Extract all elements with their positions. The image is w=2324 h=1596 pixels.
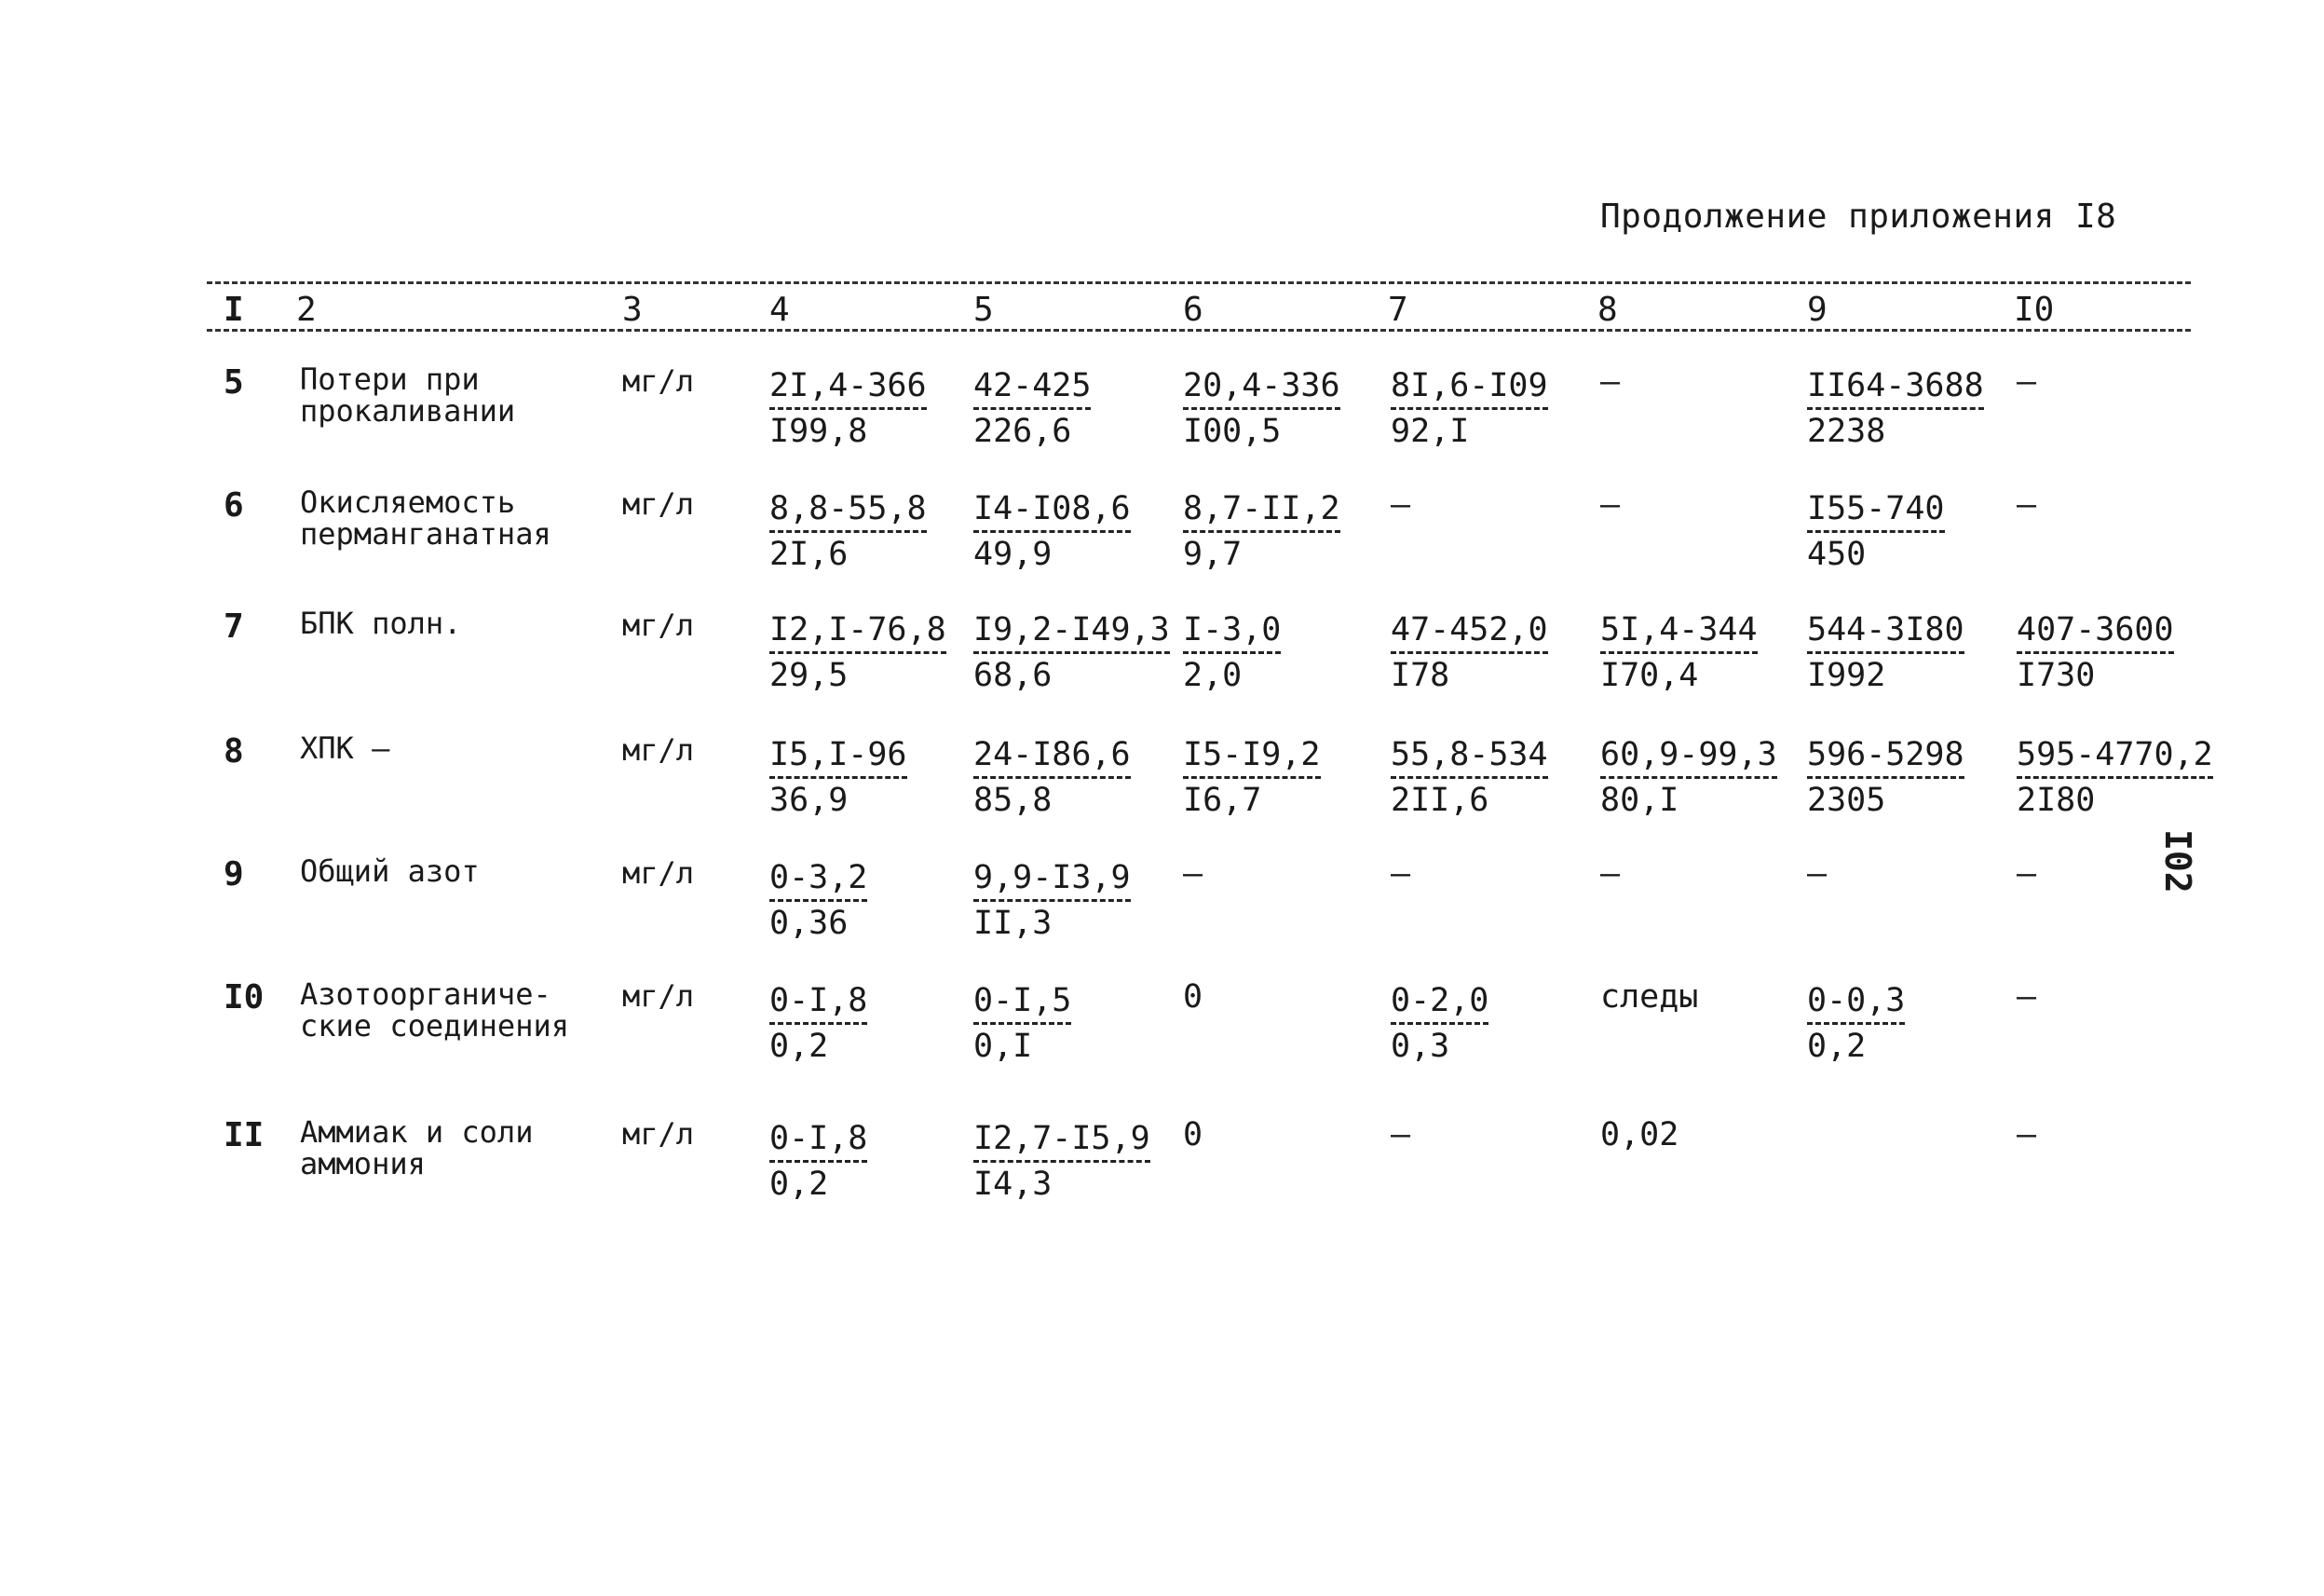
table-row (0, 1116, 2324, 1228)
value-fraction (769, 607, 946, 697)
value-mean: 0,36 (769, 905, 849, 942)
indicator-name-line: перманганатная (300, 516, 551, 552)
value-fraction (769, 732, 907, 822)
value-range: I5-I9,2 (1183, 735, 1321, 779)
value-range: I4-I08,6 (973, 489, 1131, 533)
value-range: 544-3I80 (1807, 610, 1964, 654)
value-mean: I4,3 (973, 1166, 1053, 1203)
value-mean: 2I,6 (769, 536, 849, 573)
value-fraction (973, 1116, 1150, 1206)
column-header: I0 (2014, 291, 2055, 329)
unit: мг/л (622, 607, 695, 643)
value-range: 55,8-534 (1391, 735, 1548, 779)
value-mean: 2,0 (1183, 657, 1243, 694)
row-number: II (224, 1116, 265, 1154)
value-cell: – (2017, 1116, 2037, 1153)
value-range: 8I,6-I09 (1391, 366, 1548, 410)
column-header-row (0, 291, 2324, 328)
value-fraction (1183, 486, 1340, 576)
value-cell: – (1183, 855, 1203, 893)
value-cell: – (1391, 486, 1411, 524)
column-header: 6 (1183, 291, 1203, 329)
value-range: 20,4-336 (1183, 366, 1340, 410)
column-header: 9 (1807, 291, 1828, 329)
row-number: 5 (224, 363, 244, 402)
value-mean: 226,6 (973, 413, 1072, 450)
value-cell: – (1600, 486, 1621, 524)
value-fraction (973, 486, 1131, 576)
indicator-name (300, 363, 515, 427)
value-range: I55-740 (1807, 489, 1945, 533)
value-fraction (1600, 732, 1777, 822)
value-range: 8,8-55,8 (769, 489, 927, 533)
unit: мг/л (622, 363, 695, 399)
value-cell: 0 (1183, 1116, 1203, 1153)
indicator-name (300, 978, 569, 1042)
value-cell: – (1391, 855, 1411, 893)
value-fraction (1807, 607, 1964, 697)
value-mean: 2238 (1807, 413, 1886, 450)
value-fraction (1391, 732, 1548, 822)
value-mean: I00,5 (1183, 413, 1282, 450)
value-range: 60,9-99,3 (1600, 735, 1777, 779)
value-fraction (1391, 363, 1548, 453)
row-number: 7 (224, 607, 244, 646)
value-range: 24-I86,6 (973, 735, 1131, 779)
page-header: Продолжение приложения I8 (1600, 198, 2117, 236)
unit: мг/л (622, 732, 695, 768)
value-mean: 2II,6 (1391, 782, 1489, 819)
value-mean: I78 (1391, 657, 1450, 694)
value-range: I2,7-I5,9 (973, 1119, 1150, 1163)
value-range: 0-0,3 (1807, 981, 1905, 1025)
value-fraction (973, 855, 1131, 945)
page-number: I02 (2157, 829, 2198, 893)
table-row (0, 732, 2324, 844)
value-fraction (973, 607, 1170, 697)
table-row (0, 486, 2324, 598)
table-row (0, 855, 2324, 967)
indicator-name-line: аммония (300, 1146, 426, 1181)
value-range: I2,I-76,8 (769, 610, 946, 654)
value-mean: I99,8 (769, 413, 868, 450)
value-range: I5,I-96 (769, 735, 907, 779)
value-fraction (1807, 732, 1964, 822)
value-cell: – (2017, 363, 2037, 401)
value-mean: II,3 (973, 905, 1053, 942)
value-mean: 2305 (1807, 782, 1886, 819)
column-header: 2 (296, 291, 317, 329)
column-header: I (224, 291, 244, 329)
value-mean: 29,5 (769, 657, 849, 694)
value-range: II64-3688 (1807, 366, 1984, 410)
value-range: 42-425 (973, 366, 1091, 410)
indicator-name-line: Потери при (300, 361, 480, 397)
column-header: 3 (622, 291, 643, 329)
value-fraction (1391, 607, 1548, 697)
value-range: 0-I,5 (973, 981, 1071, 1025)
unit: мг/л (622, 1116, 695, 1152)
value-mean: 85,8 (973, 782, 1053, 819)
value-fraction (1183, 363, 1340, 453)
value-fraction (1807, 978, 1905, 1068)
value-range: 595-4770,2 (2017, 735, 2213, 779)
indicator-name (300, 732, 389, 764)
value-range: I-3,0 (1183, 610, 1281, 654)
value-mean: 0,2 (769, 1028, 829, 1065)
value-range: 2I,4-366 (769, 366, 927, 410)
value-fraction (1807, 363, 1984, 453)
value-fraction (1391, 978, 1488, 1068)
indicator-name (300, 855, 480, 887)
indicator-name (300, 607, 461, 639)
row-number: 9 (224, 855, 244, 893)
value-cell: – (2017, 855, 2037, 893)
value-cell: – (2017, 978, 2037, 1016)
value-mean: I70,4 (1600, 657, 1699, 694)
value-fraction (2017, 607, 2174, 697)
value-mean: I730 (2017, 657, 2096, 694)
value-fraction (973, 732, 1131, 822)
value-mean: 0,2 (769, 1166, 829, 1203)
table-row (0, 607, 2324, 719)
value-fraction (769, 1116, 867, 1206)
table-row (0, 978, 2324, 1090)
value-fraction (1807, 486, 1945, 576)
value-mean: 0,3 (1391, 1028, 1450, 1065)
unit: мг/л (622, 855, 695, 891)
value-fraction (769, 486, 927, 576)
value-range: 596-5298 (1807, 735, 1964, 779)
value-mean: 9,7 (1183, 536, 1243, 573)
value-range: 47-452,0 (1391, 610, 1548, 654)
value-range: I9,2-I49,3 (973, 610, 1170, 654)
value-fraction (1183, 607, 1281, 697)
indicator-name-line: прокаливании (300, 393, 516, 429)
column-header: 8 (1597, 291, 1618, 329)
value-mean: 0,2 (1807, 1028, 1867, 1065)
value-mean: I992 (1807, 657, 1886, 694)
indicator-name-line: ские соединения (300, 1008, 569, 1044)
value-mean: I6,7 (1183, 782, 1262, 819)
value-fraction (769, 363, 927, 453)
value-mean: 92,I (1391, 413, 1470, 450)
column-header: 4 (769, 291, 790, 329)
value-mean: 68,6 (973, 657, 1053, 694)
indicator-name-line: Аммиак и соли (300, 1114, 534, 1150)
value-cell: следы (1600, 978, 1699, 1016)
value-range: 0-I,8 (769, 981, 867, 1025)
indicator-name-line: Окисляемость (300, 484, 516, 520)
value-cell: – (2017, 486, 2037, 524)
value-fraction (973, 978, 1071, 1068)
indicator-name-line: ХПК – (300, 730, 390, 766)
indicator-name-line: Азотоорганиче- (300, 976, 551, 1012)
indicator-name (300, 1116, 533, 1180)
value-fraction (769, 855, 867, 945)
indicator-name-line: Общий азот (300, 853, 480, 889)
value-cell: – (1600, 363, 1621, 401)
value-cell: 0 (1183, 978, 1203, 1016)
value-fraction (1183, 732, 1321, 822)
value-mean: 2I80 (2017, 782, 2096, 819)
value-mean: 80,I (1600, 782, 1679, 819)
row-number: 6 (224, 486, 244, 525)
value-cell: – (1600, 855, 1621, 893)
value-cell: 0,02 (1600, 1116, 1679, 1153)
value-range: 9,9-I3,9 (973, 858, 1131, 902)
value-fraction (1600, 607, 1758, 697)
table-row (0, 363, 2324, 475)
value-mean: 0,I (973, 1028, 1033, 1065)
table-top-rule (207, 281, 2191, 284)
value-range: 0-2,0 (1391, 981, 1488, 1025)
column-header: 7 (1388, 291, 1408, 329)
table-header-rule (207, 329, 2191, 332)
value-cell: – (1807, 855, 1828, 893)
value-mean: 49,9 (973, 536, 1053, 573)
unit: мг/л (622, 486, 695, 522)
value-range: 5I,4-344 (1600, 610, 1758, 654)
value-fraction (973, 363, 1091, 453)
row-number: 8 (224, 732, 244, 771)
indicator-name-line: БПК полн. (300, 606, 462, 641)
value-cell: – (1391, 1116, 1411, 1153)
value-range: 8,7-II,2 (1183, 489, 1340, 533)
value-fraction (769, 978, 867, 1068)
value-mean: 450 (1807, 536, 1867, 573)
value-range: 407-3600 (2017, 610, 2174, 654)
value-range: 0-I,8 (769, 1119, 867, 1163)
row-number: I0 (224, 978, 265, 1016)
value-range: 0-3,2 (769, 858, 867, 902)
unit: мг/л (622, 978, 695, 1014)
value-mean: 36,9 (769, 782, 849, 819)
value-fraction (2017, 732, 2213, 822)
column-header: 5 (973, 291, 994, 329)
indicator-name (300, 486, 551, 550)
